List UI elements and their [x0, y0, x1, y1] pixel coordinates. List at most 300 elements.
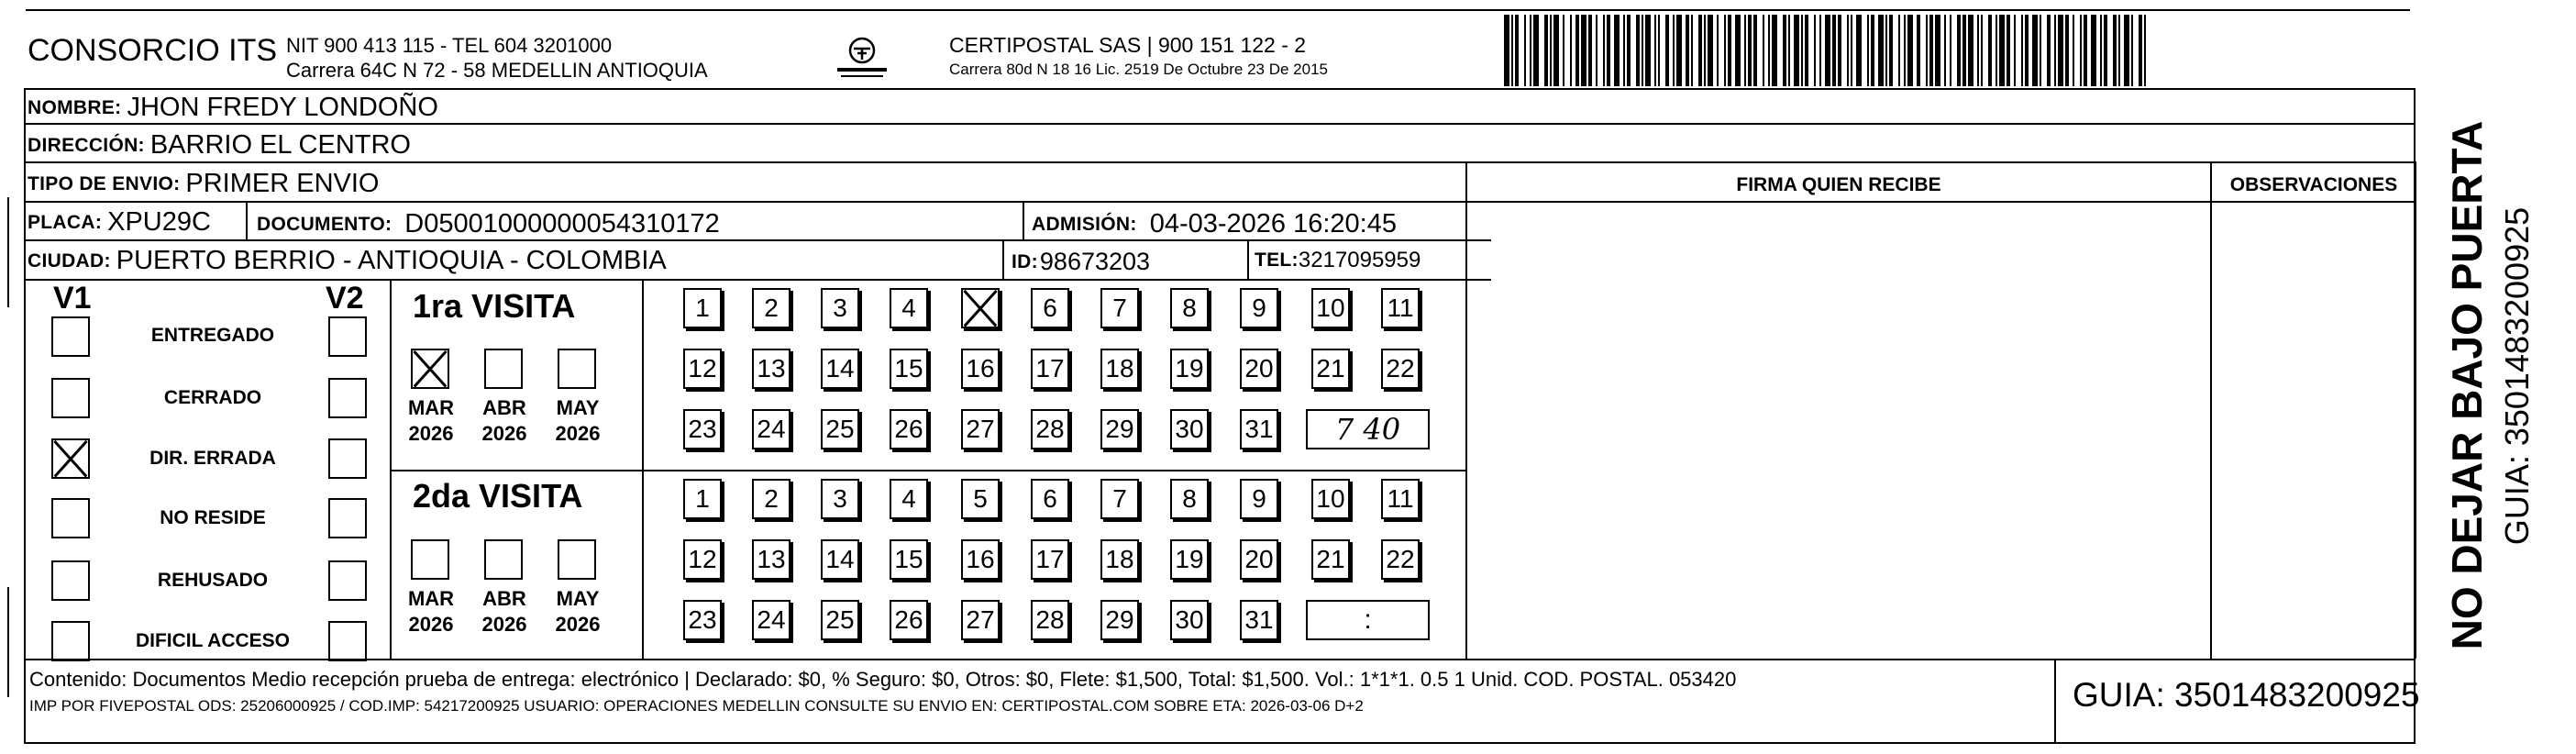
v2-checkbox-1[interactable] — [328, 316, 367, 357]
observaciones-header: OBSERVACIONES — [2229, 174, 2398, 195]
barcode-bar — [1999, 15, 2005, 86]
second-visit-day-17[interactable] — [1031, 539, 1069, 580]
barcode-bar — [1832, 15, 1836, 86]
ciudad-value: PUERTO BERRIO - ANTIOQUIA - COLOMBIA — [116, 246, 667, 275]
tel-value: 3217095959 — [1298, 248, 1421, 272]
second-visit-day-27[interactable] — [961, 600, 1000, 640]
status-label: DIR. ERRADA — [149, 448, 276, 469]
barcode-bar — [1708, 15, 1713, 86]
first-visit-month-label: MAY — [556, 396, 600, 419]
second-visit-title: 2da VISITA — [413, 477, 583, 515]
id-label: ID: — [1012, 250, 1038, 272]
first-visit-day-31[interactable] — [1240, 409, 1278, 449]
v1-label: V1 — [53, 281, 92, 316]
v1-checkbox-2[interactable] — [51, 378, 90, 418]
second-visit-day-number: 24 — [757, 605, 786, 634]
first-visit-month-label: MAR — [407, 396, 455, 419]
first-visit-day-2[interactable] — [752, 288, 790, 328]
barcode-bar — [1627, 15, 1631, 86]
second-visit-month-checkbox-1[interactable] — [411, 539, 449, 580]
second-visit-day-number: 28 — [1035, 605, 1065, 634]
carrier-name: CERTIPOSTAL SAS | 900 151 122 - 2 — [949, 33, 1307, 57]
barcode-bar — [1698, 15, 1702, 86]
barcode-bar — [1673, 15, 1675, 86]
second-visit-day-6[interactable] — [1031, 479, 1069, 519]
first-visit-day-number: 1 — [695, 294, 710, 322]
id-row — [1012, 248, 1150, 276]
second-visit-day-16[interactable] — [961, 539, 1000, 580]
first-visit-day-23[interactable] — [683, 409, 722, 449]
second-visit-day-number: 20 — [1244, 545, 1274, 573]
barcode-bar — [2065, 15, 2069, 86]
barcode-bar — [1724, 15, 1726, 86]
second-visit-day-30[interactable] — [1170, 600, 1209, 640]
placa-label: PLACA: — [28, 212, 103, 233]
barcode-bar — [2118, 15, 2120, 86]
second-visit-year-label: 2026 — [481, 613, 527, 636]
barcode-bar — [1686, 15, 1689, 86]
second-visit-day-number: 30 — [1175, 605, 1204, 634]
barcode-bar — [1603, 15, 1605, 86]
placa-row — [28, 209, 211, 236]
barcode-bar — [1504, 15, 1509, 86]
second-visit-day-26[interactable] — [890, 600, 928, 640]
first-visit-day-number: 17 — [1035, 354, 1065, 383]
barcode-bar — [1728, 15, 1731, 86]
first-visit-title: 1ra VISITA — [413, 287, 576, 325]
nombre-row — [28, 94, 438, 121]
second-visit-month-checkbox-2[interactable] — [484, 539, 523, 580]
second-visit-day-9[interactable] — [1240, 479, 1278, 519]
first-visit-day-7[interactable] — [1100, 288, 1139, 328]
second-visit-day-number: 23 — [688, 605, 717, 634]
documento-row — [257, 209, 720, 239]
barcode-bar — [1996, 15, 1997, 86]
second-visit-time-value: : — [1364, 604, 1372, 635]
first-visit-day-number: 28 — [1035, 415, 1065, 443]
barcode-bar — [1935, 15, 1940, 86]
tel-row — [1255, 248, 1421, 273]
first-visit-day-number: 20 — [1244, 354, 1274, 383]
second-visit-day-number: 18 — [1105, 545, 1134, 573]
v2-checkbox-3[interactable] — [328, 438, 367, 479]
barcode-bar — [1801, 15, 1803, 86]
barcode — [1504, 15, 2233, 86]
second-visit-day-14[interactable] — [821, 539, 859, 580]
barcode-bar — [1847, 15, 1849, 86]
barcode-bar — [1851, 15, 1852, 86]
nombre-value: JHON FREDY LONDOÑO — [127, 93, 438, 122]
first-visit-day-number: 23 — [688, 415, 717, 443]
second-visit-day-number: 13 — [757, 545, 786, 573]
first-visit-day-number: 14 — [825, 354, 855, 383]
second-visit-day-15[interactable] — [890, 539, 928, 580]
first-visit-day-9[interactable] — [1240, 288, 1278, 328]
first-visit-day-16[interactable] — [961, 349, 1000, 389]
barcode-bar — [2032, 15, 2038, 86]
barcode-bar — [1957, 15, 1961, 86]
barcode-bar — [2139, 15, 2142, 86]
second-visit-year-label: 2026 — [408, 613, 454, 636]
first-visit-day-4[interactable] — [890, 288, 928, 328]
second-visit-day-number: 31 — [1244, 605, 1274, 634]
first-visit-day-21[interactable] — [1311, 349, 1350, 389]
second-visit-day-31[interactable] — [1240, 600, 1278, 640]
barcode-bar — [1563, 15, 1564, 86]
second-visit-time-field[interactable] — [1306, 600, 1430, 640]
second-visit-day-number: 2 — [764, 484, 779, 513]
first-visit-day-22[interactable] — [1381, 349, 1420, 389]
barcode-bar — [1748, 15, 1752, 86]
first-visit-day-number: 21 — [1316, 354, 1345, 383]
tipo-envio-label: TIPO DE ENVIO: — [28, 173, 181, 194]
first-visit-day-number: 18 — [1105, 354, 1134, 383]
second-visit-day-number: 14 — [825, 545, 855, 573]
barcode-bar — [2113, 15, 2117, 86]
second-visit-day-number: 22 — [1386, 545, 1415, 573]
first-visit-day-30[interactable] — [1170, 409, 1209, 449]
first-visit-day-17[interactable] — [1031, 349, 1069, 389]
first-visit-month-checkbox-3[interactable] — [558, 349, 596, 389]
second-visit-day-18[interactable] — [1100, 539, 1139, 580]
first-visit-day-25[interactable] — [821, 409, 859, 449]
side-guia: GUIA: 3501483200925 — [2498, 206, 2536, 546]
barcode-bar — [1533, 15, 1539, 86]
barcode-bar — [1926, 15, 1928, 86]
v1-checkbox-1[interactable] — [51, 316, 90, 357]
footer-guia: GUIA: 3501483200925 — [2073, 676, 2420, 714]
barcode-bar — [1550, 15, 1552, 86]
barcode-bar — [1642, 15, 1643, 86]
admision-value: 04-03-2026 16:20:45 — [1149, 209, 1397, 238]
first-visit-day-26[interactable] — [890, 409, 928, 449]
first-visit-day-15[interactable] — [890, 349, 928, 389]
first-visit-day-29[interactable] — [1100, 409, 1139, 449]
first-visit-month-label: ABR — [482, 396, 526, 419]
first-visit-day-number: 27 — [966, 415, 995, 443]
first-visit-time-field[interactable] — [1306, 409, 1430, 449]
barcode-bar — [1962, 15, 1966, 86]
v2-checkbox-6[interactable] — [328, 621, 367, 661]
barcode-bar — [1676, 15, 1682, 86]
first-visit-day-12[interactable] — [683, 349, 722, 389]
second-visit-day-11[interactable] — [1381, 479, 1420, 519]
direccion-row — [28, 132, 411, 159]
second-visit-day-22[interactable] — [1381, 539, 1420, 580]
first-visit-day-1[interactable] — [683, 288, 722, 328]
second-visit-day-7[interactable] — [1100, 479, 1139, 519]
barcode-bar — [2007, 15, 2010, 86]
barcode-bar — [2014, 15, 2016, 86]
first-visit-time-value: 7 40 — [1334, 412, 1401, 447]
second-visit-day-23[interactable] — [683, 600, 722, 640]
second-visit-month-label: MAY — [556, 587, 600, 610]
second-visit-day-2[interactable] — [752, 479, 790, 519]
second-visit-month-label: MAR — [407, 587, 455, 610]
first-visit-day-3[interactable] — [821, 288, 859, 328]
v2-label: V2 — [326, 281, 364, 316]
barcode-bar — [1878, 15, 1884, 86]
second-visit-day-number: 27 — [966, 605, 995, 634]
barcode-bar — [1871, 15, 1874, 86]
barcode-bar — [1929, 15, 1933, 86]
barcode-bar — [1763, 15, 1764, 86]
barcode-bar — [2073, 15, 2074, 86]
second-visit-year-label: 2026 — [555, 613, 601, 636]
barcode-bar — [1885, 15, 1887, 86]
first-visit-day-8[interactable] — [1170, 288, 1209, 328]
company-name: CONSORCIO ITS — [28, 33, 278, 68]
first-visit-day-number: 30 — [1175, 415, 1204, 443]
first-visit-day-number: 15 — [894, 354, 923, 383]
second-visit-month-checkbox-3[interactable] — [558, 539, 596, 580]
carrier-address: Carrera 80d N 18 16 Lic. 2519 De Octubre 23 De 2015 — [949, 61, 1328, 78]
first-visit-day-11[interactable] — [1381, 288, 1420, 328]
barcode-bar — [2047, 15, 2051, 86]
barcode-bar — [1917, 15, 1920, 86]
first-visit-day-number: 26 — [894, 415, 923, 443]
first-visit-day-number: 9 — [1252, 294, 1266, 322]
first-visit-day-number: 11 — [1387, 294, 1414, 322]
barcode-bar — [1744, 15, 1746, 86]
ciudad-label: CIUDAD: — [28, 250, 111, 272]
second-visit-day-number: 25 — [825, 605, 855, 634]
second-visit-day-5[interactable] — [961, 479, 1000, 519]
first-visit-day-number: 19 — [1175, 354, 1204, 383]
second-visit-day-4[interactable] — [890, 479, 928, 519]
certipostal-logo — [830, 35, 894, 86]
tipo-envio-value: PRIMER ENVIO — [185, 169, 380, 198]
second-visit-day-number: 9 — [1252, 484, 1266, 513]
second-visit-day-number: 26 — [894, 605, 923, 634]
second-visit-day-number: 15 — [894, 545, 923, 573]
id-value: 98673203 — [1039, 248, 1151, 275]
second-visit-day-number: 6 — [1043, 484, 1057, 513]
first-visit-day-28[interactable] — [1031, 409, 1069, 449]
second-visit-day-10[interactable] — [1311, 479, 1350, 519]
tel-label: TEL: — [1255, 249, 1299, 271]
barcode-bar — [1788, 15, 1790, 86]
second-visit-day-1[interactable] — [683, 479, 722, 519]
barcode-bar — [1904, 15, 1906, 86]
second-visit-day-number: 8 — [1182, 484, 1197, 513]
barcode-bar — [1704, 15, 1706, 86]
company-nit: NIT 900 413 115 - TEL 604 3201000 — [286, 34, 613, 57]
barcode-bar — [1794, 15, 1799, 86]
barcode-bar — [1717, 15, 1719, 86]
second-visit-day-number: 12 — [688, 545, 717, 573]
admision-row — [1032, 209, 1397, 239]
second-visit-day-number: 21 — [1316, 545, 1345, 573]
v1-checkbox-6[interactable] — [51, 621, 90, 661]
firma-header: FIRMA QUIEN RECIBE — [1736, 174, 1941, 195]
first-visit-month-checkbox-1[interactable] — [411, 349, 449, 389]
nombre-label: NOMBRE: — [28, 97, 122, 118]
status-label: CERRADO — [163, 387, 262, 408]
barcode-bar — [2091, 15, 2096, 86]
barcode-bar — [2104, 15, 2107, 86]
barcode-bar — [1950, 15, 1951, 86]
first-visit-day-number: 24 — [757, 415, 786, 443]
barcode-bar — [2040, 15, 2041, 86]
footer-contenido: Contenido: Documentos Medio recepción prueba de entrega: electrónico | Declarado: $0, % Seguro: $0, Otros: $0, Flete: $1,500, Total: $1,500. Vol.: 1*1*1. 0.5 1 Unid. COD. POSTAL. 053420 — [29, 668, 1737, 691]
barcode-bar — [1575, 15, 1579, 86]
barcode-bar — [1814, 15, 1816, 86]
barcode-bar — [1544, 15, 1548, 86]
barcode-bar — [2124, 15, 2129, 86]
status-label: NO RESIDE — [160, 507, 266, 528]
barcode-bar — [1772, 15, 1777, 86]
barcode-bar — [1805, 15, 1808, 86]
barcode-bar — [1530, 15, 1531, 86]
barcode-bar — [1691, 15, 1693, 86]
second-visit-day-19[interactable] — [1170, 539, 1209, 580]
second-visit-day-number: 3 — [833, 484, 847, 513]
second-visit-day-number: 1 — [695, 484, 710, 513]
barcode-bar — [1581, 15, 1587, 86]
barcode-bar — [1981, 15, 1983, 86]
v2-checkbox-2[interactable] — [328, 378, 367, 418]
first-visit-day-number: 13 — [757, 354, 786, 383]
first-visit-day-number: 8 — [1182, 294, 1197, 322]
barcode-bar — [1825, 15, 1830, 86]
first-visit-day-number: 3 — [833, 294, 847, 322]
first-visit-day-number: 16 — [966, 354, 995, 383]
barcode-bar — [1944, 15, 1946, 86]
barcode-bar — [1596, 15, 1598, 86]
first-visit-day-number: 2 — [764, 294, 779, 322]
first-visit-day-number: 6 — [1043, 294, 1057, 322]
barcode-bar — [1889, 15, 1893, 86]
status-label: DIFICIL ACCESO — [135, 630, 290, 651]
v2-checkbox-5[interactable] — [328, 560, 367, 601]
barcode-bar — [1570, 15, 1572, 86]
first-visit-day-6[interactable] — [1031, 288, 1069, 328]
second-visit-day-29[interactable] — [1100, 600, 1139, 640]
barcode-bar — [1977, 15, 1979, 86]
barcode-bar — [2058, 15, 2063, 86]
barcode-bar — [2100, 15, 2102, 86]
v1-checkbox-5[interactable] — [51, 560, 90, 601]
first-visit-day-13[interactable] — [752, 349, 790, 389]
v2-checkbox-4[interactable] — [328, 498, 367, 538]
barcode-bar — [1515, 15, 1519, 86]
ciudad-row — [28, 248, 667, 274]
footer-imp: IMP POR FIVEPOSTAL ODS: 25206000925 / COD.IMP: 54217200925 USUARIO: OPERACIONES MEDELLIN CONSULTE SU ENVIO EN: CERTIPOSTAL.COM SOBRE ETA: 2026-03-06 D+2 — [29, 697, 1364, 715]
second-visit-day-28[interactable] — [1031, 600, 1069, 640]
second-visit-day-8[interactable] — [1170, 479, 1209, 519]
first-visit-day-5[interactable] — [961, 288, 1000, 328]
second-visit-day-3[interactable] — [821, 479, 859, 519]
barcode-bar — [1524, 15, 1526, 86]
barcode-bar — [1511, 15, 1513, 86]
barcode-bar — [2025, 15, 2029, 86]
first-visit-month-checkbox-2[interactable] — [484, 349, 523, 389]
barcode-bar — [1819, 15, 1821, 86]
admision-label: ADMISIÓN: — [1032, 213, 1137, 235]
barcode-bar — [2021, 15, 2023, 86]
barcode-bar — [1623, 15, 1625, 86]
barcode-bar — [1636, 15, 1640, 86]
second-visit-day-number: 4 — [901, 484, 916, 513]
second-visit-day-number: 11 — [1387, 484, 1414, 513]
direccion-value: BARRIO EL CENTRO — [149, 130, 411, 160]
second-visit-day-12[interactable] — [683, 539, 722, 580]
first-visit-day-number: 22 — [1386, 354, 1415, 383]
barcode-bar — [1898, 15, 1900, 86]
second-visit-day-24[interactable] — [752, 600, 790, 640]
first-visit-day-number: 10 — [1316, 294, 1345, 322]
barcode-bar — [1783, 15, 1786, 86]
first-visit-day-24[interactable] — [752, 409, 790, 449]
second-visit-day-number: 17 — [1035, 545, 1065, 573]
first-visit-day-number: 25 — [825, 415, 855, 443]
no-dejar-bajo-puerta: NO DEJAR BAJO PUERTA — [2443, 120, 2491, 650]
second-visit-day-21[interactable] — [1311, 539, 1350, 580]
barcode-bar — [1753, 15, 1757, 86]
first-visit-day-number: 12 — [688, 354, 717, 383]
barcode-bar — [2054, 15, 2056, 86]
status-label: REHUSADO — [157, 570, 269, 591]
first-visit-year-label: 2026 — [555, 422, 601, 445]
first-visit-year-label: 2026 — [408, 422, 454, 445]
first-visit-year-label: 2026 — [481, 422, 527, 445]
second-visit-day-number: 29 — [1105, 605, 1134, 634]
barcode-bar — [1658, 15, 1660, 86]
v1-checkbox-4[interactable] — [51, 498, 90, 538]
first-visit-day-number: 29 — [1105, 415, 1134, 443]
barcode-bar — [2131, 15, 2133, 86]
first-visit-day-10[interactable] — [1311, 288, 1350, 328]
barcode-bar — [1867, 15, 1869, 86]
barcode-bar — [2144, 15, 2146, 86]
barcode-bar — [1768, 15, 1770, 86]
direccion-label: DIRECCIÓN: — [28, 135, 145, 156]
barcode-bar — [1735, 15, 1741, 86]
second-visit-day-number: 19 — [1175, 545, 1204, 573]
barcode-bar — [1553, 15, 1559, 86]
first-visit-day-number: 7 — [1112, 294, 1127, 322]
second-visit-day-number: 16 — [966, 545, 995, 573]
barcode-bar — [1588, 15, 1592, 86]
second-visit-month-label: ABR — [482, 587, 526, 610]
barcode-bar — [1907, 15, 1913, 86]
first-visit-day-19[interactable] — [1170, 349, 1209, 389]
placa-value: XPU29C — [107, 207, 211, 237]
second-visit-day-20[interactable] — [1240, 539, 1278, 580]
first-visit-day-14[interactable] — [821, 349, 859, 389]
barcode-bar — [1654, 15, 1656, 86]
first-visit-day-27[interactable] — [961, 409, 1000, 449]
barcode-bar — [1856, 15, 1862, 86]
second-visit-day-number: 5 — [973, 484, 988, 513]
second-visit-day-13[interactable] — [752, 539, 790, 580]
barcode-bar — [1614, 15, 1620, 86]
barcode-bar — [1838, 15, 1841, 86]
first-visit-day-number: 4 — [901, 294, 916, 322]
first-visit-day-20[interactable] — [1240, 349, 1278, 389]
documento-label: DOCUMENTO: — [257, 213, 392, 235]
first-visit-day-18[interactable] — [1100, 349, 1139, 389]
barcode-bar — [1607, 15, 1610, 86]
barcode-bar — [1988, 15, 1992, 86]
v1-checkbox-3[interactable] — [51, 438, 90, 479]
status-label: ENTREGADO — [150, 325, 275, 346]
second-visit-day-25[interactable] — [821, 600, 859, 640]
documento-value: D05001000000054310172 — [404, 209, 720, 238]
barcode-bar — [1968, 15, 1973, 86]
barcode-bar — [1665, 15, 1669, 86]
